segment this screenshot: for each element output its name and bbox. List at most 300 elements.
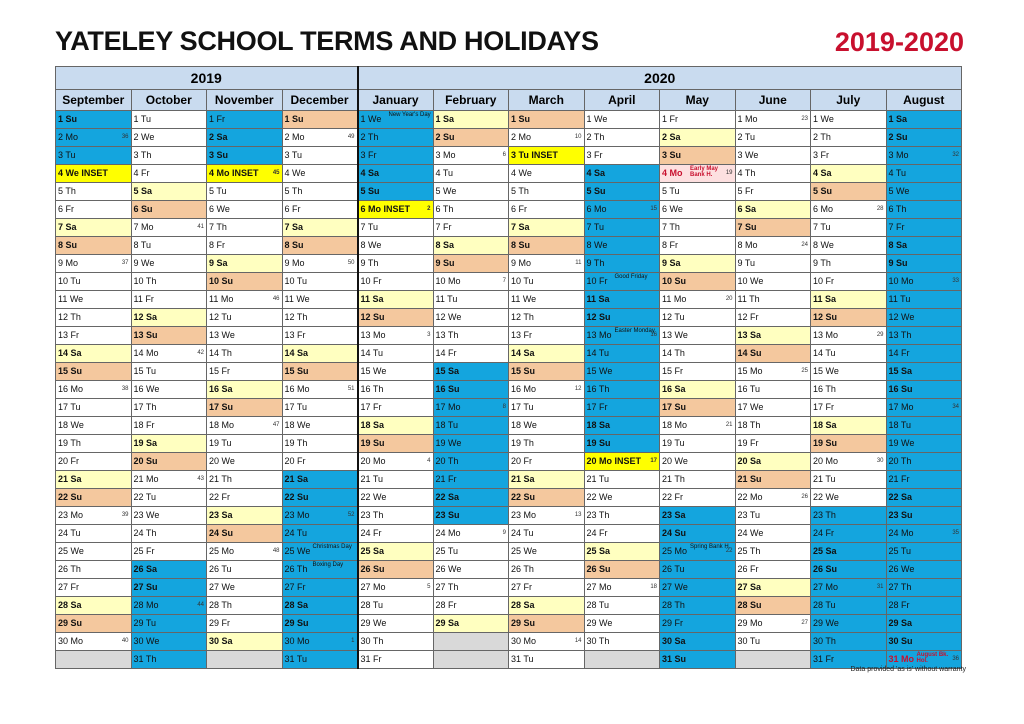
day-cell (886, 435, 962, 453)
day-label: 24 Su (662, 528, 687, 538)
day-cell (433, 579, 509, 597)
day-label: 6 Fr (511, 204, 528, 214)
day-label: 6 Su (133, 204, 153, 214)
day-label: 29 Fr (662, 618, 684, 628)
disclaimer: Data provided 'as is' without warranty (850, 666, 966, 673)
day-label: 18 Mo (209, 420, 235, 430)
day-label: 13 Mo (586, 330, 612, 340)
day-label: 14 Su (737, 348, 762, 358)
day-cell (282, 201, 358, 219)
day-label: 17 Su (209, 402, 234, 412)
day-cell (207, 579, 283, 597)
week-number: 48 (272, 548, 280, 554)
day-cell (811, 417, 887, 435)
day-cell (509, 111, 585, 129)
day-label: 30 Th (586, 636, 610, 646)
day-cell (433, 597, 509, 615)
day-cell (886, 615, 962, 633)
table-row (56, 417, 962, 435)
day-label: 13 Mo (360, 330, 386, 340)
day-cell (56, 417, 132, 435)
day-cell (207, 453, 283, 471)
day-cell (207, 291, 283, 309)
day-cell (811, 291, 887, 309)
day-label: 8 Fr (662, 240, 679, 250)
table-row (56, 309, 962, 327)
day-label: 5 Th (58, 186, 76, 196)
holiday-note: Spring Bank H. (690, 544, 731, 550)
day-cell (811, 561, 887, 579)
day-label: 1 Sa (435, 114, 455, 124)
day-cell (584, 237, 660, 255)
day-label: 11 Mo (209, 294, 234, 304)
table-row (56, 129, 962, 147)
day-label: 29 Su (511, 618, 536, 628)
day-label: 2 Su (888, 132, 908, 142)
day-cell (735, 219, 811, 237)
day-label: 18 We (284, 420, 311, 430)
day-label: 24 Fr (813, 528, 835, 538)
day-cell (207, 489, 283, 507)
day-cell (584, 579, 660, 597)
week-number: 11 (575, 260, 582, 266)
day-label: 9 Su (435, 258, 455, 268)
day-label: 30 Mo (284, 636, 310, 646)
day-label: 29 We (586, 618, 613, 628)
day-cell (660, 291, 736, 309)
day-cell (811, 255, 887, 273)
table-row (56, 597, 962, 615)
day-cell (735, 201, 811, 219)
day-label: 13 We (209, 330, 235, 340)
day-cell (207, 417, 283, 435)
day-cell (509, 399, 585, 417)
day-label: 1 Fr (209, 114, 226, 124)
day-cell (509, 489, 585, 507)
day-cell (56, 309, 132, 327)
day-label: 22 Fr (209, 492, 231, 502)
day-label: 2 Sa (662, 132, 681, 142)
day-label: 18 Mo (662, 420, 688, 430)
day-label: 1 Su (511, 114, 531, 124)
day-label: 19 Th (58, 438, 81, 448)
day-label: 24 Mo (435, 528, 461, 538)
day-label: 18 Tu (435, 420, 459, 430)
day-cell (207, 525, 283, 543)
year-range: 2019-2020 (834, 27, 964, 57)
day-label: 16 Th (360, 384, 384, 394)
day-label: 27 Fr (284, 582, 306, 592)
day-label: 12 Th (511, 312, 534, 322)
day-label: 23 Th (813, 510, 836, 520)
day-label: 28 Th (662, 600, 685, 610)
day-cell (886, 237, 962, 255)
week-number: 30 (876, 458, 884, 464)
day-cell (131, 489, 207, 507)
day-label: 27 Sa (737, 582, 762, 592)
day-label: 30 Th (813, 636, 836, 646)
day-cell (660, 147, 736, 165)
day-cell (433, 165, 509, 183)
day-cell (735, 417, 811, 435)
day-cell (433, 363, 509, 381)
day-cell (584, 183, 660, 201)
day-label: 1 We (586, 114, 608, 124)
day-label: 15 We (813, 366, 839, 376)
day-label: 19 Su (813, 438, 838, 448)
day-cell (358, 201, 434, 219)
day-label: 8 Tu (133, 240, 152, 250)
day-label: 5 Sa (133, 186, 153, 196)
day-label: 2 We (133, 132, 155, 142)
day-label: 26 Th (284, 564, 308, 574)
day-label: 18 We (511, 420, 537, 430)
day-label: 14 Th (662, 348, 685, 358)
day-cell (660, 651, 736, 669)
day-cell (509, 561, 585, 579)
day-label: 22 Su (511, 492, 536, 502)
day-label: 30 We (133, 636, 160, 646)
week-number: 47 (272, 422, 280, 428)
week-number: 37 (121, 260, 129, 266)
day-label: 17 Fr (586, 402, 608, 412)
day-cell (735, 345, 811, 363)
day-label: 18 Fr (133, 420, 155, 430)
day-cell (433, 435, 509, 453)
day-label: 13 Fr (511, 330, 533, 340)
day-label: 11 Sa (813, 294, 837, 304)
day-label: 6 Th (888, 204, 907, 214)
day-label: 8 We (586, 240, 608, 250)
day-cell (433, 399, 509, 417)
day-cell (56, 201, 132, 219)
calendar-table (55, 66, 962, 669)
day-label: 20 Mo INSET (586, 456, 642, 466)
day-cell (509, 633, 585, 651)
day-label: 5 We (435, 186, 457, 196)
day-cell (811, 345, 887, 363)
day-label: 11 Fr (133, 294, 154, 304)
day-cell (811, 543, 887, 561)
day-label: 13 Fr (58, 330, 80, 340)
day-label: 12 Tu (209, 312, 232, 322)
year-header-row (56, 67, 962, 90)
day-cell (433, 147, 509, 165)
week-number: 49 (347, 134, 355, 140)
day-cell (56, 291, 132, 309)
day-cell (131, 615, 207, 633)
day-cell (886, 489, 962, 507)
week-number: 29 (876, 332, 884, 338)
day-label: 3 Fr (360, 150, 377, 160)
day-label: 26 Su (813, 564, 838, 574)
day-cell (584, 399, 660, 417)
day-label: 25 Sa (586, 546, 611, 556)
day-cell (811, 399, 887, 417)
day-label: 24 Tu (58, 528, 81, 538)
day-cell (811, 219, 887, 237)
day-label: 10 Mo (435, 276, 461, 286)
day-label: 13 We (662, 330, 688, 340)
day-cell (56, 489, 132, 507)
day-label: 5 Fr (737, 186, 754, 196)
day-cell (811, 597, 887, 615)
day-label: 18 Th (737, 420, 761, 430)
day-cell (584, 147, 660, 165)
day-label: 10 Th (133, 276, 157, 286)
day-cell (886, 399, 962, 417)
day-cell (282, 219, 358, 237)
day-cell (584, 561, 660, 579)
day-cell (735, 561, 811, 579)
day-cell (207, 633, 283, 651)
day-cell (131, 543, 207, 561)
day-label: 1 Mo (737, 114, 758, 124)
day-label: 19 Sa (133, 438, 158, 448)
day-label: 8 Su (284, 240, 304, 250)
day-cell (358, 579, 434, 597)
day-cell (207, 615, 283, 633)
day-cell (433, 561, 509, 579)
day-cell (735, 633, 811, 651)
day-cell (282, 633, 358, 651)
day-cell (735, 183, 811, 201)
day-label: 14 Th (209, 348, 232, 358)
day-label: 24 Th (133, 528, 157, 538)
day-label: 28 Sa (284, 600, 309, 610)
week-number: 6 (502, 152, 506, 158)
day-label: 17 Fr (360, 402, 382, 412)
table-row (56, 183, 962, 201)
day-label: 1 Su (58, 114, 78, 124)
holiday-note: Good Friday (614, 274, 648, 280)
day-label: 6 We (209, 204, 230, 214)
week-number: 32 (952, 152, 959, 158)
day-label: 8 Fr (209, 240, 226, 250)
day-label: 22 Sa (888, 492, 913, 502)
day-cell (886, 507, 962, 525)
week-number: 35 (952, 530, 959, 536)
day-label: 27 Fr (511, 582, 533, 592)
day-cell (282, 525, 358, 543)
day-cell (282, 327, 358, 345)
table-row (56, 327, 962, 345)
day-label: 13 Su (133, 330, 158, 340)
day-cell (584, 201, 660, 219)
day-cell (56, 399, 132, 417)
table-row (56, 363, 962, 381)
table-row (56, 381, 962, 399)
day-cell (811, 525, 887, 543)
day-label: 7 Sa (511, 222, 530, 232)
day-cell (886, 363, 962, 381)
day-label: 21 Th (209, 474, 232, 484)
week-number: 15 (650, 206, 657, 212)
day-label: 20 Fr (284, 456, 306, 466)
week-number: 27 (801, 620, 808, 626)
day-cell (811, 453, 887, 471)
day-cell (735, 273, 811, 291)
day-label: 19 Tu (209, 438, 232, 448)
day-label: 10 Tu (511, 276, 534, 286)
day-cell (131, 507, 207, 525)
week-number: 43 (197, 476, 204, 482)
day-cell (282, 111, 358, 129)
day-label: 23 Mo (511, 510, 537, 520)
day-label: 1 We (813, 114, 834, 124)
day-label: 9 Sa (209, 258, 228, 268)
day-label: 25 We (58, 546, 84, 556)
day-label: 15 Fr (662, 366, 684, 376)
week-number: 3 (427, 332, 431, 338)
day-cell (584, 525, 660, 543)
day-cell (207, 435, 283, 453)
day-label: 7 Tu (813, 222, 831, 232)
day-label: 31 Mo (888, 654, 915, 664)
day-cell (509, 651, 585, 669)
week-number: 51 (347, 386, 355, 392)
day-label: 10 Fr (586, 276, 608, 286)
day-label: 7 Tu (360, 222, 379, 232)
day-label: 26 Fr (737, 564, 759, 574)
day-cell (282, 291, 358, 309)
day-cell (131, 165, 207, 183)
day-cell (131, 291, 207, 309)
day-cell (584, 615, 660, 633)
day-cell (660, 183, 736, 201)
day-label: 28 Sa (58, 600, 82, 610)
week-number: 5 (427, 584, 431, 590)
day-cell (735, 597, 811, 615)
day-label: 25 Th (737, 546, 761, 556)
day-cell (433, 489, 509, 507)
day-cell (282, 615, 358, 633)
month-header: March (509, 90, 585, 111)
day-label: 16 Mo (284, 384, 310, 394)
day-cell (660, 381, 736, 399)
week-number: 28 (876, 206, 884, 212)
day-cell (282, 129, 358, 147)
day-label: 9 Su (888, 258, 908, 268)
day-cell (433, 381, 509, 399)
day-cell (660, 579, 736, 597)
day-cell (735, 543, 811, 561)
day-cell (660, 543, 736, 561)
day-cell (358, 471, 434, 489)
day-cell (886, 381, 962, 399)
day-cell (735, 237, 811, 255)
day-cell (358, 453, 434, 471)
day-cell (282, 165, 358, 183)
day-cell (660, 201, 736, 219)
day-label: 11 Tu (888, 294, 911, 304)
day-label: 6 Mo (586, 204, 607, 214)
day-cell (131, 183, 207, 201)
day-label: 29 We (360, 618, 387, 628)
day-label: 3 Tu (58, 150, 76, 160)
day-cell (509, 579, 585, 597)
day-label: 7 Fr (888, 222, 905, 232)
day-cell (56, 129, 132, 147)
day-label: 14 Sa (511, 348, 535, 358)
day-label: 28 Tu (813, 600, 836, 610)
day-label: 31 Tu (511, 654, 534, 664)
day-cell (207, 363, 283, 381)
day-cell (433, 237, 509, 255)
day-cell (811, 327, 887, 345)
day-cell (282, 453, 358, 471)
week-number: 18 (650, 584, 657, 590)
day-label: 5 We (888, 186, 910, 196)
day-cell (811, 273, 887, 291)
day-label: 5 Su (813, 186, 833, 196)
day-label: 28 Fr (435, 600, 457, 610)
day-label: 26 Tu (209, 564, 232, 574)
day-label: 26 Th (58, 564, 81, 574)
day-cell (509, 417, 585, 435)
day-cell (509, 453, 585, 471)
day-cell (660, 489, 736, 507)
day-label: 11 Sa (586, 294, 610, 304)
table-row (56, 507, 962, 525)
day-cell (433, 255, 509, 273)
day-label: 15 We (586, 366, 613, 376)
day-label: 26 Sa (133, 564, 158, 574)
day-cell (207, 201, 283, 219)
day-label: 6 Th (435, 204, 454, 214)
day-label: 14 Fr (435, 348, 457, 358)
day-cell (886, 327, 962, 345)
day-cell (56, 615, 132, 633)
day-label: 31 Fr (813, 654, 835, 664)
day-cell (207, 309, 283, 327)
day-cell (811, 129, 887, 147)
day-cell (282, 273, 358, 291)
day-label: 30 Mo (58, 636, 84, 646)
day-label: 18 Tu (888, 420, 912, 430)
calendar-body (56, 111, 962, 669)
day-label: 4 Th (737, 168, 756, 178)
day-cell (56, 453, 132, 471)
day-label: 15 Su (511, 366, 536, 376)
day-label: 16 We (133, 384, 160, 394)
day-cell (584, 489, 660, 507)
day-cell (584, 417, 660, 435)
day-label: 2 Th (586, 132, 605, 142)
day-cell (358, 327, 434, 345)
day-cell (207, 147, 283, 165)
day-label: 4 Mo (662, 168, 683, 178)
day-cell (433, 309, 509, 327)
day-label: 18 Sa (813, 420, 837, 430)
day-cell (358, 615, 434, 633)
day-cell (56, 381, 132, 399)
day-cell (433, 633, 509, 651)
week-number: 34 (952, 404, 959, 410)
day-label: 29 Fr (209, 618, 231, 628)
day-label: 4 Sa (586, 168, 606, 178)
day-cell (131, 111, 207, 129)
week-number: 50 (347, 260, 355, 266)
day-cell (886, 129, 962, 147)
day-label: 20 Su (133, 456, 158, 466)
day-cell (358, 651, 434, 669)
day-label: 15 Sa (435, 366, 460, 376)
day-label: 6 Mo (813, 204, 834, 214)
day-label: 8 Su (58, 240, 78, 250)
day-cell (433, 615, 509, 633)
month-header: November (207, 90, 283, 111)
